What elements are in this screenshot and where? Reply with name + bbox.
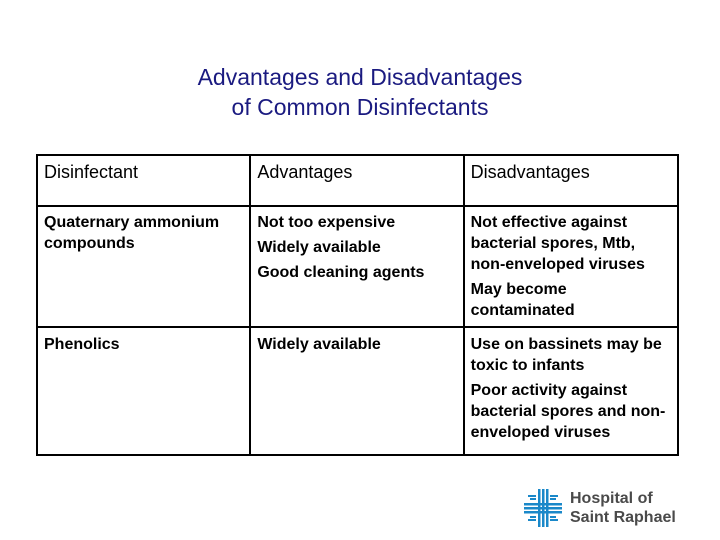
disadvantage-item: Use on bassinets may be toxic to infants	[470, 336, 662, 374]
disadvantage-item: May become contaminated	[470, 281, 575, 319]
slide-title	[0, 62, 720, 122]
logo-line-1: Hospital of	[570, 490, 653, 507]
disinfectants-table	[36, 154, 679, 456]
advantage-item: Widely available	[257, 239, 381, 256]
table-header-row	[37, 155, 678, 206]
header-advantages: Advantages	[250, 155, 463, 206]
advantage-item: Good cleaning agents	[257, 264, 425, 281]
disadvantage-item: Not effective against bacterial spores, Mtb, non-enveloped viruses	[470, 214, 645, 273]
header-disadvantages: Disadvantages	[464, 155, 678, 206]
title-line-1: Advantages and Disadvantages	[197, 64, 523, 90]
advantage-item: Widely available	[257, 336, 381, 353]
cell-advantages	[250, 206, 463, 327]
table-row	[37, 327, 678, 455]
hospital-logo	[524, 488, 676, 528]
title-line-2: of Common Disinfectants	[231, 94, 489, 120]
advantage-item: Not too expensive	[257, 214, 396, 231]
cell-disinfectant	[37, 327, 250, 455]
hospital-cross-logo-icon	[524, 489, 562, 527]
cell-disadvantages	[464, 206, 678, 327]
cell-advantages	[250, 327, 463, 455]
cell-disinfectant	[37, 206, 250, 327]
disadvantage-item: Poor activity against bacterial spores and non-enveloped viruses	[470, 382, 666, 441]
hospital-logo-text	[570, 489, 676, 527]
table-row	[37, 206, 678, 327]
disinfectant-name: Quaternary ammonium compounds	[44, 214, 220, 252]
cell-disadvantages	[464, 327, 678, 455]
disinfectant-name: Phenolics	[44, 336, 120, 353]
header-disinfectant: Disinfectant	[37, 155, 250, 206]
logo-line-2: Saint Raphael	[570, 509, 676, 526]
